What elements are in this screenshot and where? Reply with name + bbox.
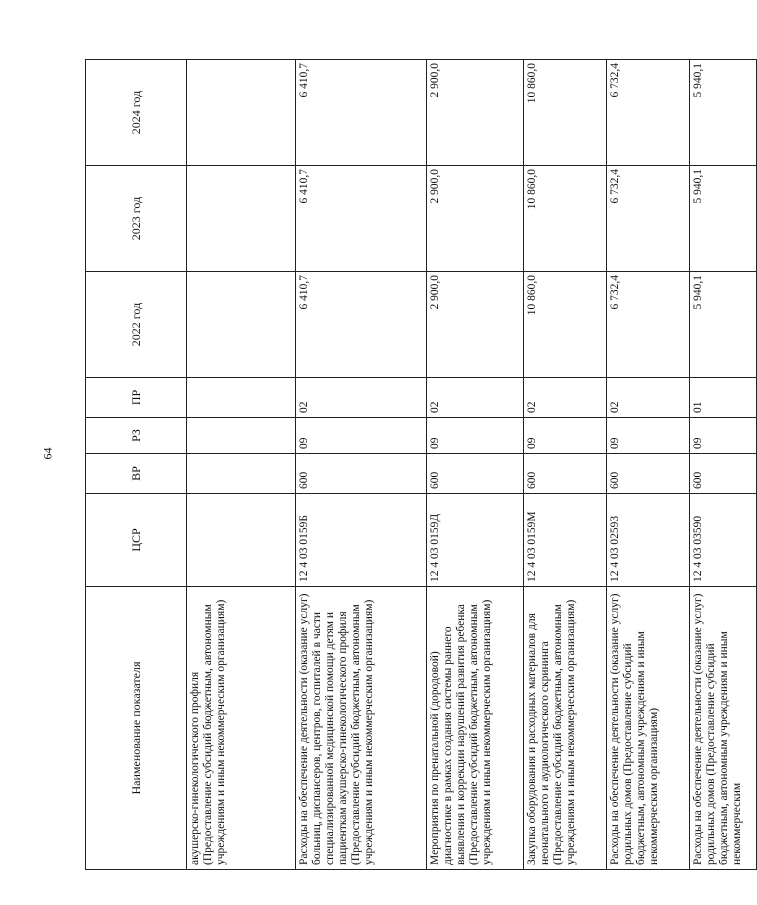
row-name: Расходы на обеспечение деятельности (оказание услуг) родильных домов (Предоставление субсидий бюджетным, автономным учреждениям и иным некоммерческим организациям): [607, 587, 690, 870]
page-number: 64: [40, 447, 55, 460]
row-rz: 09: [524, 418, 607, 454]
row-rz: 09: [296, 418, 427, 454]
row-2023: 10 860,0: [524, 166, 607, 272]
row-rz: [187, 418, 296, 454]
header-csr: ЦСР: [86, 494, 187, 587]
row-csr: [187, 494, 296, 587]
table-row: [607, 60, 690, 870]
row-csr: 12 4 03 02593: [607, 494, 690, 587]
row-pr: 02: [524, 378, 607, 418]
row-2022: 6 732,4: [607, 272, 690, 378]
row-2024: 5 940,1: [690, 60, 757, 166]
row-pr: 02: [296, 378, 427, 418]
row-2024: [187, 60, 296, 166]
table-row: [427, 60, 524, 870]
row-2022: 5 940,1: [690, 272, 757, 378]
row-name: Закупка оборудования и расходных материалов для неонатального и аудиологического скрининга (Предоставление субсидий бюджетным, автономным учреждениям и иным некоммерческим организациям): [524, 587, 607, 870]
row-name: Расходы на обеспечение деятельности (оказание услуг) родильных домов (Предоставление субсидий бюджетным, автономным учреждениям и иным некоммерческим: [690, 587, 757, 870]
row-2022: [187, 272, 296, 378]
row-2023: 2 900,0: [427, 166, 524, 272]
row-vr: 600: [427, 454, 524, 494]
row-name: Мероприятия по пренатальной (дородовой) диагностике в рамках создания системы раннего выявления и коррекции нарушений развития ребенка (Предоставление субсидий бюджетным, автономным учреждениям и иным некоммерческим организациям): [427, 587, 524, 870]
table-header-row: [86, 60, 187, 870]
row-2022: 6 410,7: [296, 272, 427, 378]
row-csr: 12 4 03 03590: [690, 494, 757, 587]
row-rz: 09: [607, 418, 690, 454]
row-name: Расходы на обеспечение деятельности (оказание услуг) больниц, диспансеров, центров, госпиталей в части специализированной медицинской помощи детям и пациенткам акушерско-гинекологического профиля (Предоставление субсидий бюджетным, автономным учреждениям и иным некоммерческим организациям): [296, 587, 427, 870]
row-2023: 5 940,1: [690, 166, 757, 272]
budget-table: [85, 59, 757, 870]
header-2024: 2024 год: [86, 60, 187, 166]
row-2023: [187, 166, 296, 272]
header-vr: ВР: [86, 454, 187, 494]
row-2024: 6 410,7: [296, 60, 427, 166]
row-2022: 2 900,0: [427, 272, 524, 378]
row-vr: 600: [607, 454, 690, 494]
header-name: Наименование показателя: [86, 587, 187, 870]
header-rz: РЗ: [86, 418, 187, 454]
row-2023: 6 732,4: [607, 166, 690, 272]
row-csr: 12 4 03 0159Д: [427, 494, 524, 587]
row-pr: 02: [427, 378, 524, 418]
row-2024: 6 732,4: [607, 60, 690, 166]
row-vr: 600: [690, 454, 757, 494]
row-vr: 600: [296, 454, 427, 494]
row-2023: 6 410,7: [296, 166, 427, 272]
table-row: [690, 60, 757, 870]
row-rz: 09: [690, 418, 757, 454]
header-2022: 2022 год: [86, 272, 187, 378]
row-pr: [187, 378, 296, 418]
row-pr: 02: [607, 378, 690, 418]
budget-table-rotated: [85, 60, 743, 870]
header-2023: 2023 год: [86, 166, 187, 272]
table-row: [296, 60, 427, 870]
table-row: [524, 60, 607, 870]
row-csr: 12 4 03 0159М: [524, 494, 607, 587]
row-vr: 600: [524, 454, 607, 494]
row-2024: 10 860,0: [524, 60, 607, 166]
row-pr: 01: [690, 378, 757, 418]
row-name: акушерско-гинекологического профиля (Предоставление субсидий бюджетным, автономным учреждениям и иным некоммерческим организациям): [187, 587, 296, 870]
table-row: [187, 60, 296, 870]
row-2022: 10 860,0: [524, 272, 607, 378]
row-rz: 09: [427, 418, 524, 454]
row-vr: [187, 454, 296, 494]
row-2024: 2 900,0: [427, 60, 524, 166]
row-csr: 12 4 03 0159Б: [296, 494, 427, 587]
header-pr: ПР: [86, 378, 187, 418]
